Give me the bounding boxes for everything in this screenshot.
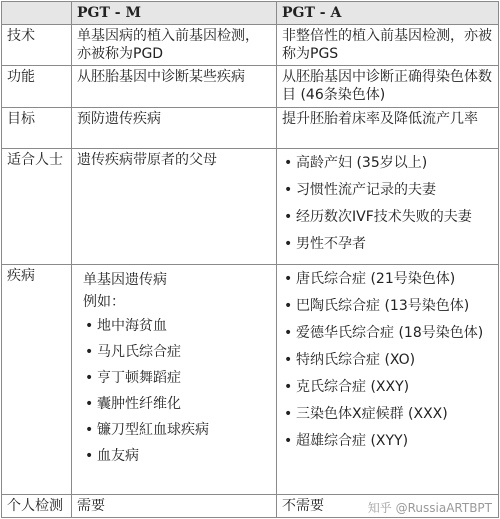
header-row	[2, 2, 499, 25]
disease-m-example: 例如：	[83, 293, 125, 310]
list-item: • 超雄综合症 (XYY)	[284, 432, 409, 449]
row-label-tech: 技术	[2, 25, 72, 66]
bullet-icon: •	[284, 378, 293, 395]
people-a-list	[282, 154, 493, 253]
bullet-icon: •	[284, 235, 293, 252]
list-item: • 高龄产妇 (35岁以上)	[284, 154, 428, 171]
bullet-icon: •	[284, 181, 293, 198]
row-people	[2, 148, 499, 264]
bullet-icon: •	[284, 208, 293, 225]
row-label-func: 功能	[2, 66, 72, 108]
disease-m-title: 单基因遗传病	[83, 271, 167, 288]
bullet-icon: •	[85, 447, 94, 464]
list-item: • 囊肿性纤维化	[85, 395, 181, 412]
bullet-icon: •	[284, 405, 293, 422]
list-item: • 血友病	[85, 447, 139, 464]
list-item: • 地中海贫血	[85, 317, 167, 334]
cell-func-a: 从胚胎基因中诊断正确得染色体数目 (46条染色体)	[277, 66, 499, 108]
row-label-test: 个人检测	[2, 494, 72, 517]
header-corner	[2, 2, 72, 25]
row-disease	[2, 264, 499, 494]
cell-test-a: 不需要	[277, 494, 499, 517]
cell-test-m: 需要	[72, 494, 277, 517]
row-label-disease: 疾病	[2, 264, 72, 494]
cell-tech-m: 单基因病的植入前基因检测，亦被称为PGD	[72, 25, 277, 66]
cell-disease-m	[72, 264, 277, 494]
row-label-people: 适合人士	[2, 148, 72, 264]
bullet-icon: •	[284, 351, 293, 368]
list-item: • 爱德华氏综合症 (18号染色体)	[284, 324, 484, 341]
row-func	[2, 66, 499, 108]
cell-tech-a: 非整倍性的植入前基因检测，亦被称为PGS	[277, 25, 499, 66]
row-tech	[2, 25, 499, 66]
bullet-icon: •	[284, 324, 293, 341]
disease-m-list	[77, 317, 271, 465]
cell-func-m: 从胚胎基因中诊断某些疾病	[72, 66, 277, 108]
cell-people-m: 遗传疾病带原者的父母	[72, 148, 277, 264]
bullet-icon: •	[85, 421, 94, 438]
cell-goal-a: 提升胚胎着床率及降低流产几率	[277, 108, 499, 148]
comparison-table	[1, 1, 499, 518]
cell-goal-m: 预防遗传疾病	[72, 108, 277, 148]
list-item: • 男性不孕者	[284, 235, 366, 252]
bullet-icon: •	[284, 154, 293, 171]
header-pgt-a: PGT - A	[277, 2, 499, 25]
list-item: • 三染色体X症候群 (XXX)	[284, 405, 448, 422]
list-item: • 镰刀型紅血球疾病	[85, 421, 209, 438]
bullet-icon: •	[284, 432, 293, 449]
list-item: • 亨丁顿舞蹈症	[85, 369, 181, 386]
bullet-icon: •	[85, 395, 94, 412]
cell-people-a	[277, 148, 499, 264]
list-item: • 克氏综合症 (XXY)	[284, 378, 410, 395]
header-pgt-m: PGT - M	[72, 2, 277, 25]
list-item: • 巴陶氏综合症 (13号染色体)	[284, 297, 470, 314]
list-item: • 习惯性流产记录的夫妻	[284, 181, 436, 198]
list-item: • 经历数次IVF技术失败的夫妻	[284, 208, 472, 225]
bullet-icon: •	[284, 270, 293, 287]
bullet-icon: •	[85, 343, 94, 360]
cell-disease-a	[277, 264, 499, 494]
list-item: • 马凡氏综合症	[85, 343, 181, 360]
list-item: • 唐氏综合症 (21号染色体)	[284, 270, 456, 287]
row-goal	[2, 108, 499, 148]
bullet-icon: •	[85, 317, 94, 334]
watermark: 知乎 @RussiaARTBPT	[367, 501, 492, 515]
disease-a-list	[282, 270, 493, 450]
bullet-icon: •	[85, 369, 94, 386]
list-item: • 特纳氏综合症 (XO)	[284, 351, 416, 368]
bullet-icon: •	[284, 297, 293, 314]
row-label-goal: 目标	[2, 108, 72, 148]
